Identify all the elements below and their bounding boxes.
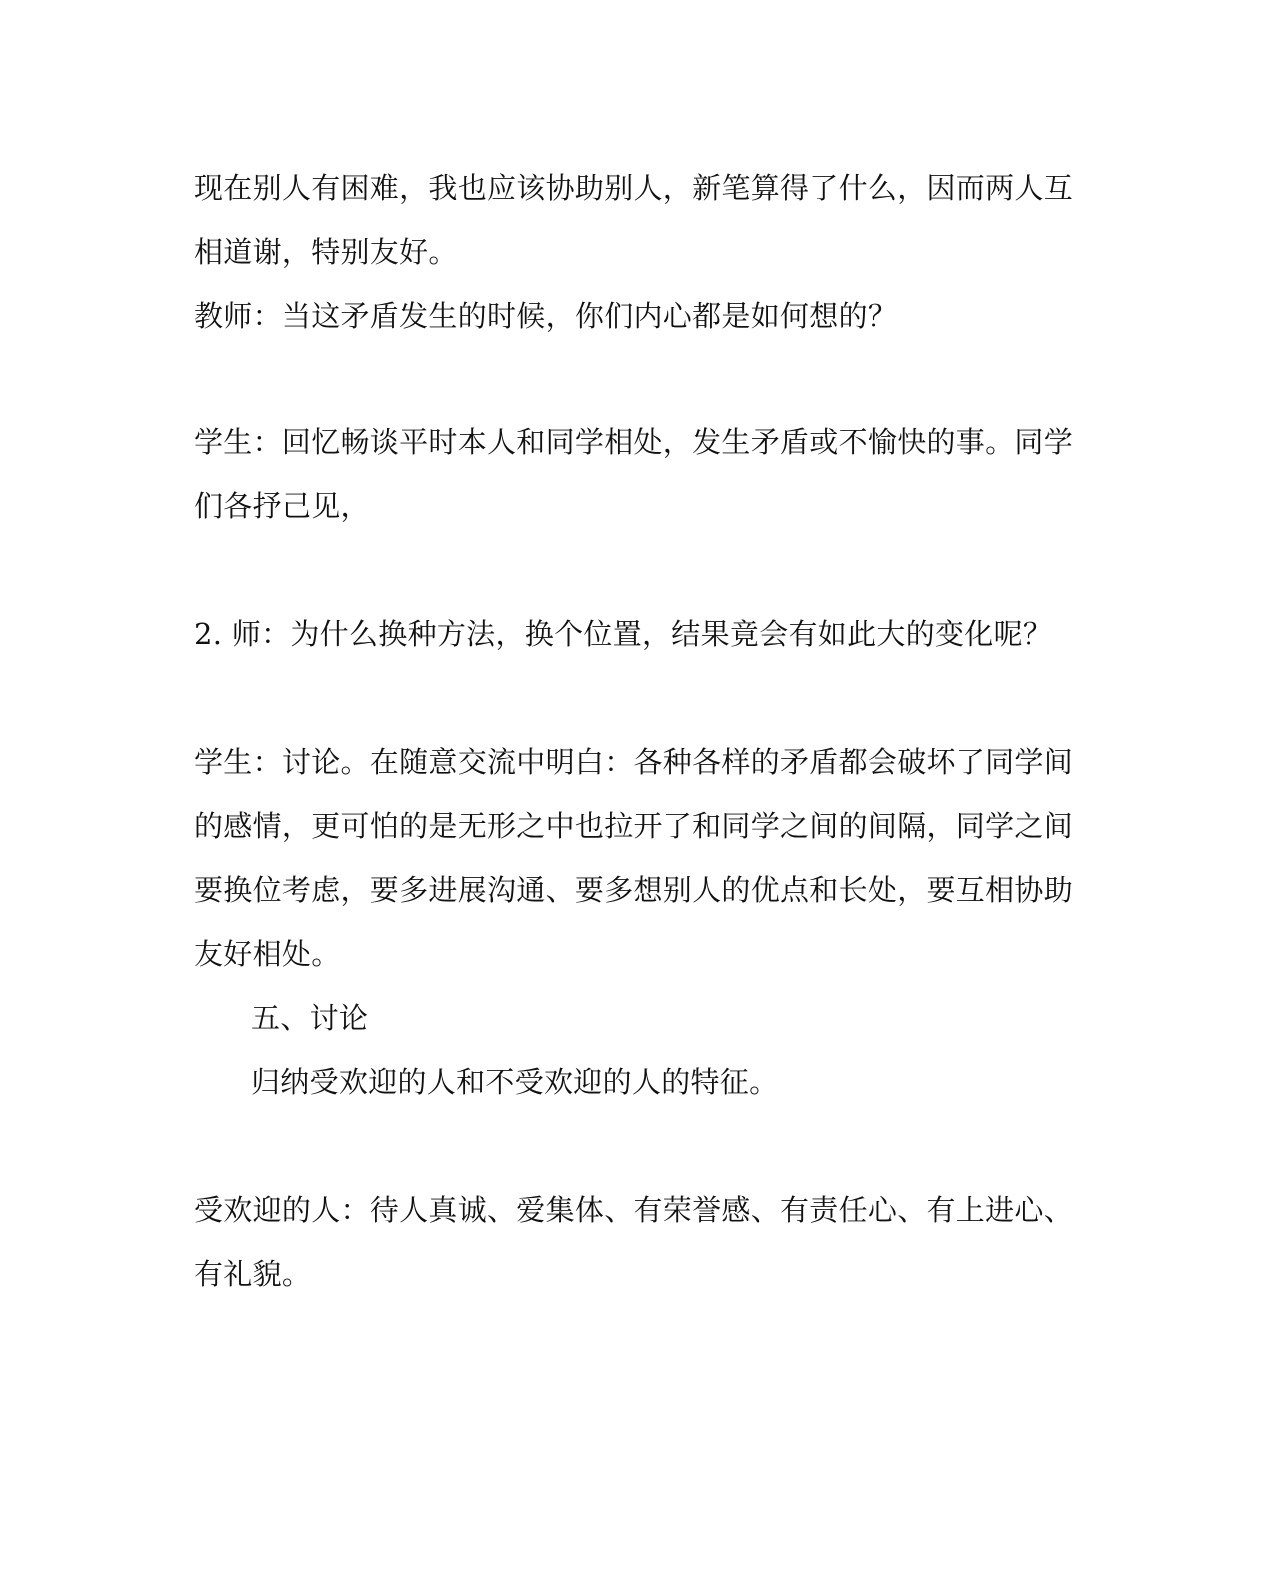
paragraph-line: 有礼貌。 [194, 1257, 312, 1291]
paragraph-line: 的感情，更可怕的是无形之中也拉开了和同学之间的间隔，同学之间 [194, 809, 1074, 843]
paragraph-line: 相道谢，特别友好。 [194, 235, 458, 269]
paragraph-line: 受欢迎的人：待人真诚、爱集体、有荣誉感、有责任心、有上进心、 [194, 1193, 1074, 1227]
paragraph-line: 归纳受欢迎的人和不受欢迎的人的特征。 [251, 1065, 779, 1099]
paragraph-line: 们各抒己见， [194, 489, 370, 523]
paragraph-line: 友好相处。 [194, 937, 341, 971]
dialogue-teacher-line: 教师：当这矛盾发生的时候，你们内心都是如何想的？ [194, 299, 898, 333]
paragraph-line: 要换位考虑，要多进展沟通、要多想别人的优点和长处，要互相协助 [194, 873, 1074, 907]
dialogue-teacher-line: 2. 师：为什么换种方法，换个位置，结果竟会有如此大的变化呢？ [194, 617, 1053, 651]
paragraph-line: 现在别人有困难，我也应该协助别人，新笔算得了什么，因而两人互 [194, 171, 1074, 205]
dialogue-student-line: 学生：讨论。在随意交流中明白：各种各样的矛盾都会破坏了同学间 [194, 745, 1074, 779]
section-heading: 五、讨论 [251, 1001, 369, 1035]
dialogue-student-line: 学生：回忆畅谈平时本人和同学相处，发生矛盾或不愉快的事。同学 [194, 425, 1074, 459]
